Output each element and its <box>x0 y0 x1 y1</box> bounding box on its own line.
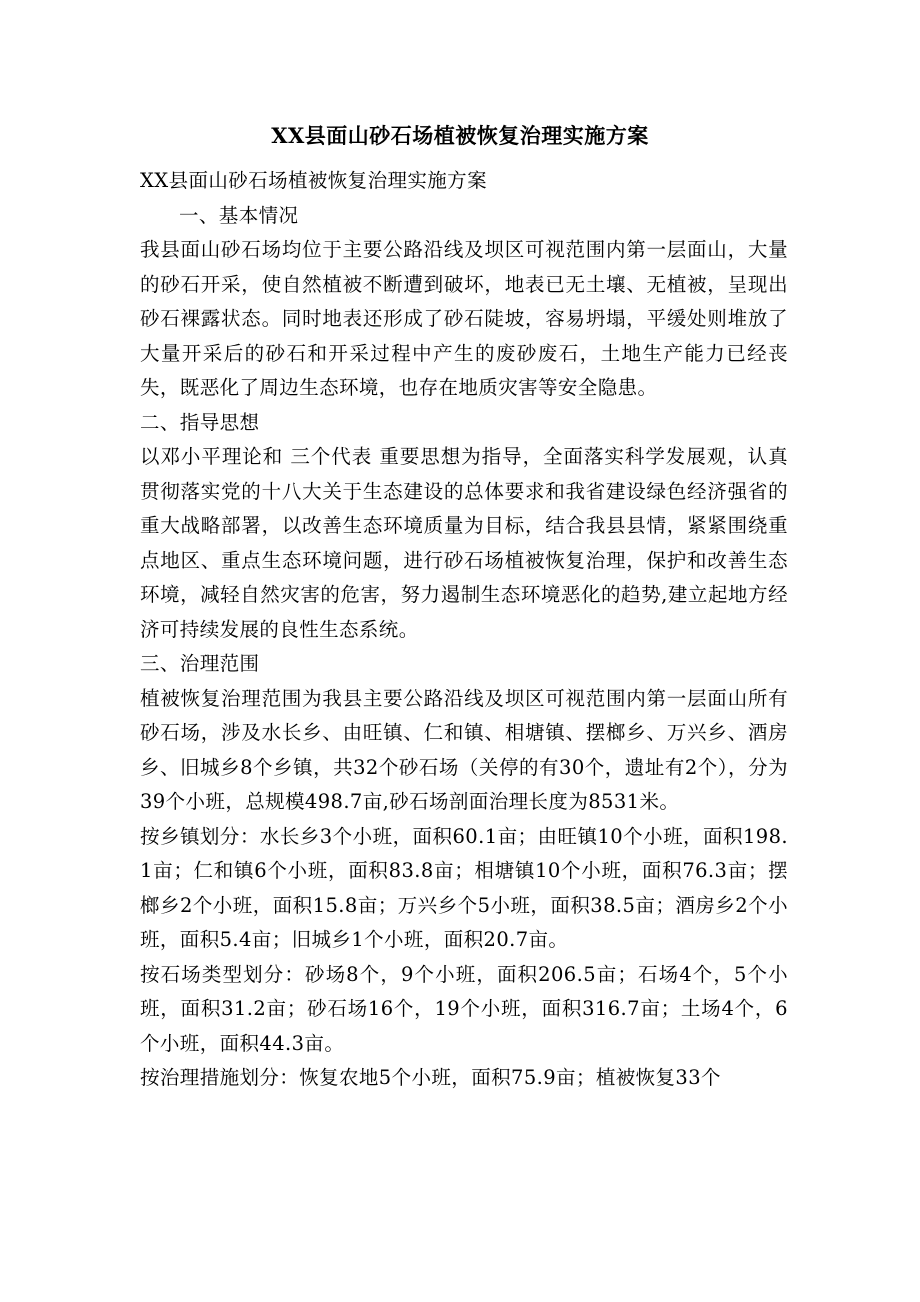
section-heading-guiding-ideology: 二、指导思想 <box>140 410 260 434</box>
paragraph-basic-situation: 我县面山砂石场均位于主要公路沿线及坝区可视范围内第一层面山，大量的砂石开采，使自然植被不断遭到破坏，地表已无土壤、无植被，呈现出砂石裸露状态。同时地表还形成了砂石陡坡，容易坍塌，平缓处则堆放了大量开采后的砂石和开采过程中产生的废砂废石，土地生产能力已经丧失，既恶化了周边生态环境，也存在地质灾害等安全隐患。 <box>140 238 788 399</box>
paragraph-treatment-scope: 植被恢复治理范围为我县主要公路沿线及坝区可视范围内第一层面山所有砂石场，涉及水长乡、由旺镇、仁和镇、相塘镇、摆榔乡、万兴乡、酒房乡、旧城乡8个乡镇，共32个砂石场（关停的有30个，遗址有2个），分为39个小班，总规模498.7亩,砂石场剖面治理长度为8531米。 <box>140 686 788 813</box>
document-subtitle: XX县面山砂石场植被恢复治理实施方案 <box>140 169 487 192</box>
paragraph-by-quarry-type: 按石场类型划分：砂场8个，9个小班，面积206.5亩；石场4个，5个小班，面积31.2亩；砂石场16个，19个小班，面积316.7亩；土场4个，6个小班，面积44.3亩。 <box>140 962 788 1055</box>
paragraph-by-treatment-measure: 按治理措施划分：恢复农地5个小班，面积75.9亩；植被恢复33个 <box>140 1066 721 1089</box>
paragraph-guiding-ideology: 以邓小平理论和 三个代表 重要思想为指导，全面落实科学发展观，认真贯彻落实党的十八大关于生态建设的总体要求和我省建设绿色经济强省的重大战略部署，以改善生态环境质量为目标，结合我县县情，紧紧围绕重点地区、重点生态环境问题，进行砂石场植被恢复治理，保护和改善生态环境，减轻自然灾害的危害，努力遏制生态环境恶化的趋势,建立起地方经济可持续发展的良性生态系统。 <box>140 445 788 641</box>
paragraph-by-township: 按乡镇划分：水长乡3个小班，面积60.1亩；由旺镇10个小班，面积198.1亩；仁和镇6个小班，面积83.8亩；相塘镇10个小班，面积76.3亩；摆榔乡2个小班，面积15.8亩；万兴乡个5小班，面积38.5亩；酒房乡2个小班，面积5.4亩；旧城乡1个小班，面积20.7亩。 <box>140 824 788 951</box>
document-body <box>140 164 788 1096</box>
section-heading-basic-situation: 一、基本情况 <box>179 203 299 227</box>
document-title: XX县面山砂石场植被恢复治理实施方案 <box>271 123 649 148</box>
section-heading-treatment-scope: 三、治理范围 <box>140 652 260 675</box>
